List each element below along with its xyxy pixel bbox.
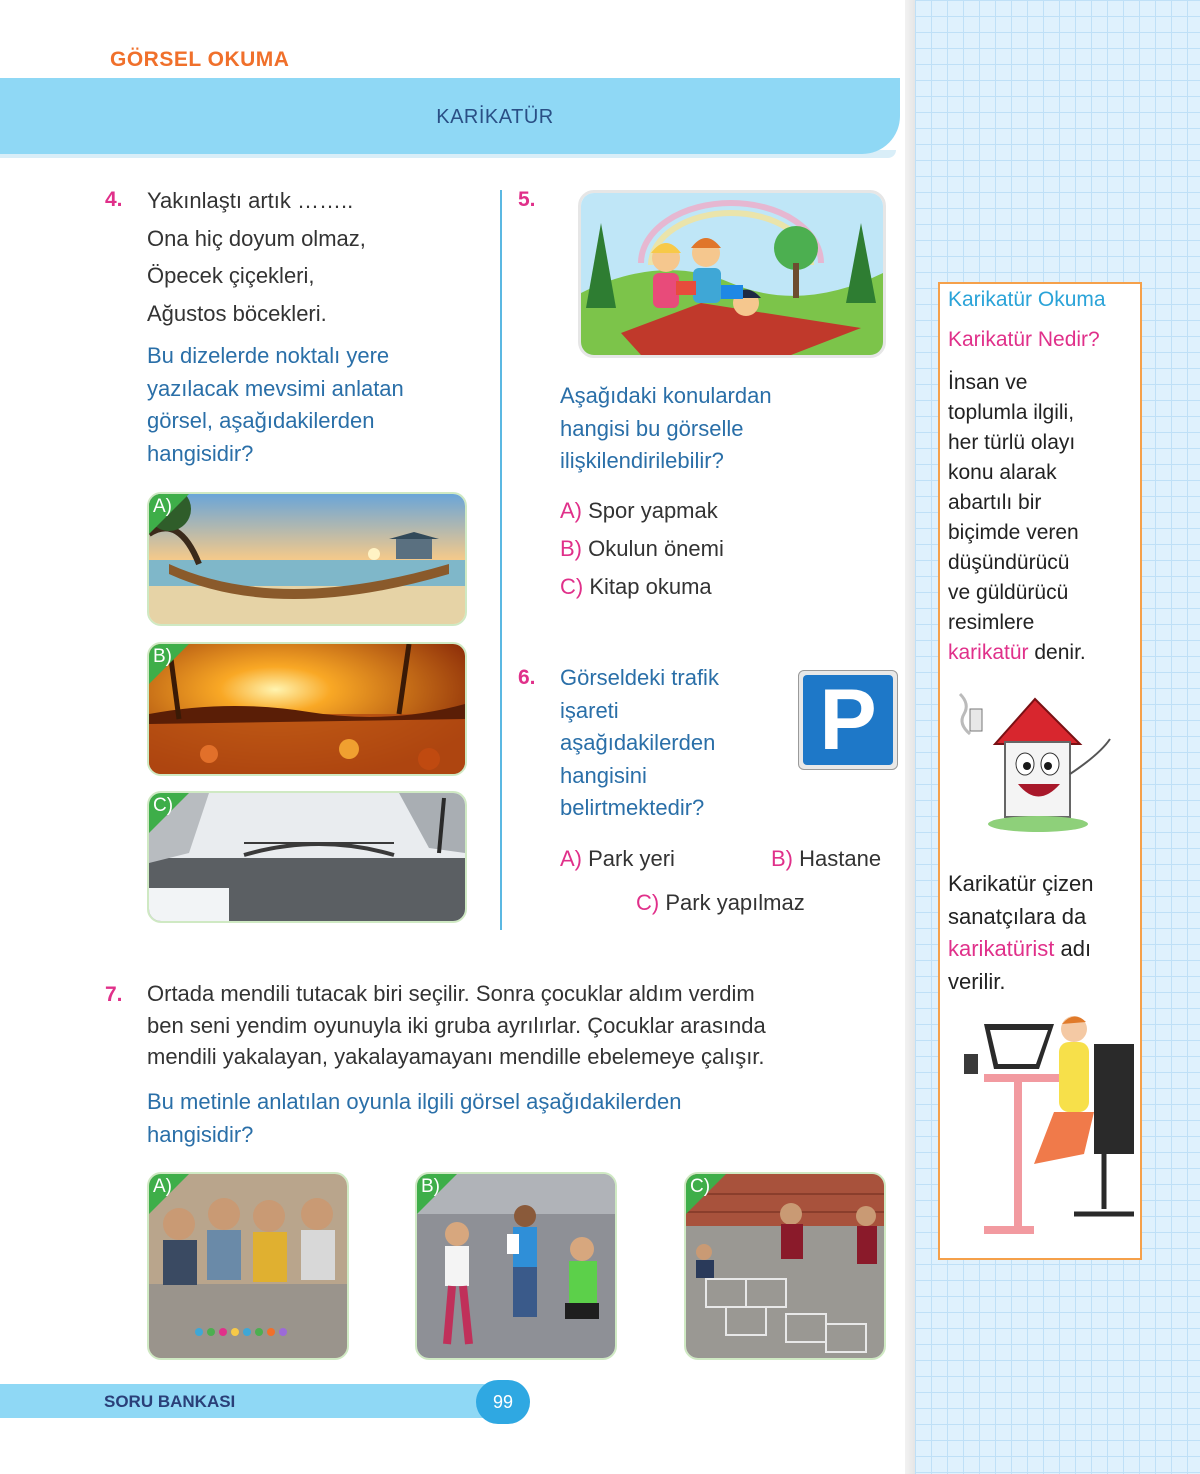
question-6-prompt — [560, 662, 719, 825]
text-line: verilir. — [948, 968, 1006, 994]
definition-line: toplumla ilgili, — [948, 401, 1075, 424]
definition-line: ve güldürücü — [948, 581, 1069, 604]
cartoon-definition — [948, 368, 1086, 668]
prompt-line: aşağıdakilerden — [560, 730, 716, 755]
prompt-line: hangisi bu görselle — [560, 415, 744, 441]
prompt-line: Bu metinle anlatılan oyunla ilgili görsel aşağıdakilerden — [147, 1089, 682, 1114]
definition-end: denir. — [1028, 641, 1086, 664]
option-text: Park yapılmaz — [665, 890, 805, 915]
question-6-option-c[interactable] — [636, 884, 805, 922]
option-letter: C) — [636, 890, 660, 915]
option-text: Kitap okuma — [589, 574, 712, 599]
text-line: ben seni yendim oyunuyla iki gruba ayrılırlar. Çocuklar arasında — [147, 1012, 766, 1038]
book-title: SORU BANKASI — [104, 1392, 236, 1411]
house-cartoon-illustration — [950, 684, 1130, 844]
poem-line: Ona hiç doyum olmaz, — [147, 225, 366, 251]
text-end: adı — [1054, 936, 1092, 961]
definition-line: biçimde veren — [948, 521, 1079, 544]
parking-sign-letter: P — [803, 675, 893, 765]
option-letter: B) — [153, 646, 172, 667]
definition-line: her türlü olayı — [948, 431, 1076, 454]
cartoonist-text — [948, 868, 1094, 998]
banner-title: KARİKATÜR — [436, 106, 554, 128]
info-box-subtitle: Karikatür Nedir? — [948, 328, 1100, 351]
option-letter: A) — [153, 496, 172, 517]
question-5-option-c[interactable] — [560, 568, 724, 606]
question-5-number: 5. — [518, 188, 536, 211]
question-4-option-b[interactable] — [147, 642, 467, 776]
footer-bar — [0, 1384, 500, 1418]
prompt-line: yazılacak mevsimi anlatan — [147, 375, 404, 401]
question-4-option-c[interactable] — [147, 791, 467, 923]
definition-line: konu alarak — [948, 461, 1057, 484]
option-letter: A) — [560, 498, 582, 523]
prompt-line: işareti — [560, 697, 619, 723]
highlight-term: karikatürist — [948, 936, 1055, 961]
option-text: Okulun önemi — [588, 536, 724, 561]
info-box-title: Karikatür Okuma — [948, 288, 1106, 311]
question-7-number: 7. — [105, 983, 123, 1006]
question-6-option-b[interactable] — [771, 840, 881, 878]
question-6-number: 6. — [518, 666, 536, 689]
option-letter: B) — [421, 1176, 440, 1197]
children-reading-image — [581, 193, 883, 355]
prompt-line: hangisidir? — [147, 1121, 254, 1147]
poem-line: Ağustos böcekleri. — [147, 300, 327, 326]
text-line: Ortada mendili tutacak biri seçilir. Sonra çocuklar aldım verdim — [147, 981, 755, 1006]
question-5-options — [560, 492, 724, 606]
option-letter: A) — [560, 846, 582, 871]
question-5-prompt — [560, 380, 772, 478]
parking-sign-icon — [798, 670, 898, 770]
cartoonist-drawing-illustration — [954, 1014, 1134, 1244]
column-divider — [500, 190, 502, 930]
prompt-line: hangisini — [560, 762, 647, 788]
option-text: Spor yapmak — [588, 498, 718, 523]
section-title: GÖRSEL OKUMA — [110, 48, 290, 71]
option-letter: B) — [560, 536, 582, 561]
option-letter: C) — [153, 795, 174, 816]
question-5-image — [578, 190, 886, 358]
question-7-option-c[interactable] — [684, 1172, 886, 1360]
prompt-line: ilişkilendirilebilir? — [560, 448, 724, 473]
definition-line: düşündürücü — [948, 551, 1070, 574]
poem-line: Yakınlaştı artık …….. — [147, 188, 354, 213]
question-7-option-b[interactable] — [415, 1172, 617, 1360]
question-4-option-a[interactable] — [147, 492, 467, 626]
question-4-prompt — [147, 340, 404, 470]
option-letter: C) — [690, 1176, 711, 1197]
question-7-prompt — [147, 1086, 681, 1151]
definition-line: resimlere — [948, 611, 1035, 634]
option-letter: C) — [560, 574, 584, 599]
question-6-option-a[interactable] — [560, 840, 675, 878]
autumn-leaves-image — [149, 644, 465, 774]
definition-line — [948, 638, 1086, 668]
poem-line: Öpecek çiçekleri, — [147, 263, 315, 288]
question-4-number: 4. — [105, 188, 123, 211]
text-line — [948, 933, 1094, 966]
cartoon-info-box — [938, 282, 1142, 1260]
text-line: Karikatür çizen — [948, 871, 1094, 896]
snowy-bridge-image — [149, 793, 465, 921]
option-letter: B) — [771, 846, 793, 871]
beach-hammock-image — [149, 494, 465, 624]
text-line: mendili yakalayan, yakalayamayanı mendille ebelemeye çalışır. — [147, 1044, 765, 1069]
prompt-line: Görseldeki trafik — [560, 665, 719, 690]
prompt-line: belirtmektedir? — [560, 795, 705, 820]
prompt-line: Bu dizelerde noktalı yere — [147, 343, 390, 368]
question-7-text — [147, 978, 766, 1073]
prompt-line: hangisidir? — [147, 440, 254, 466]
option-text: Hastane — [799, 846, 882, 871]
question-5-option-a[interactable] — [560, 492, 724, 530]
definition-line: abartılı bir — [948, 491, 1042, 514]
prompt-line: Aşağıdaki konulardan — [560, 383, 772, 408]
question-7-option-a[interactable] — [147, 1172, 349, 1360]
text-line: sanatçılara da — [948, 903, 1087, 929]
question-4-poem — [147, 182, 366, 332]
option-letter: A) — [153, 1176, 172, 1197]
question-5-option-b[interactable] — [560, 530, 724, 568]
definition-line: İnsan ve — [948, 371, 1028, 394]
highlight-term: karikatür — [948, 641, 1029, 664]
option-text: Park yeri — [588, 846, 675, 871]
prompt-line: görsel, aşağıdakilerden — [147, 408, 375, 433]
page-number: 99 — [476, 1380, 530, 1424]
